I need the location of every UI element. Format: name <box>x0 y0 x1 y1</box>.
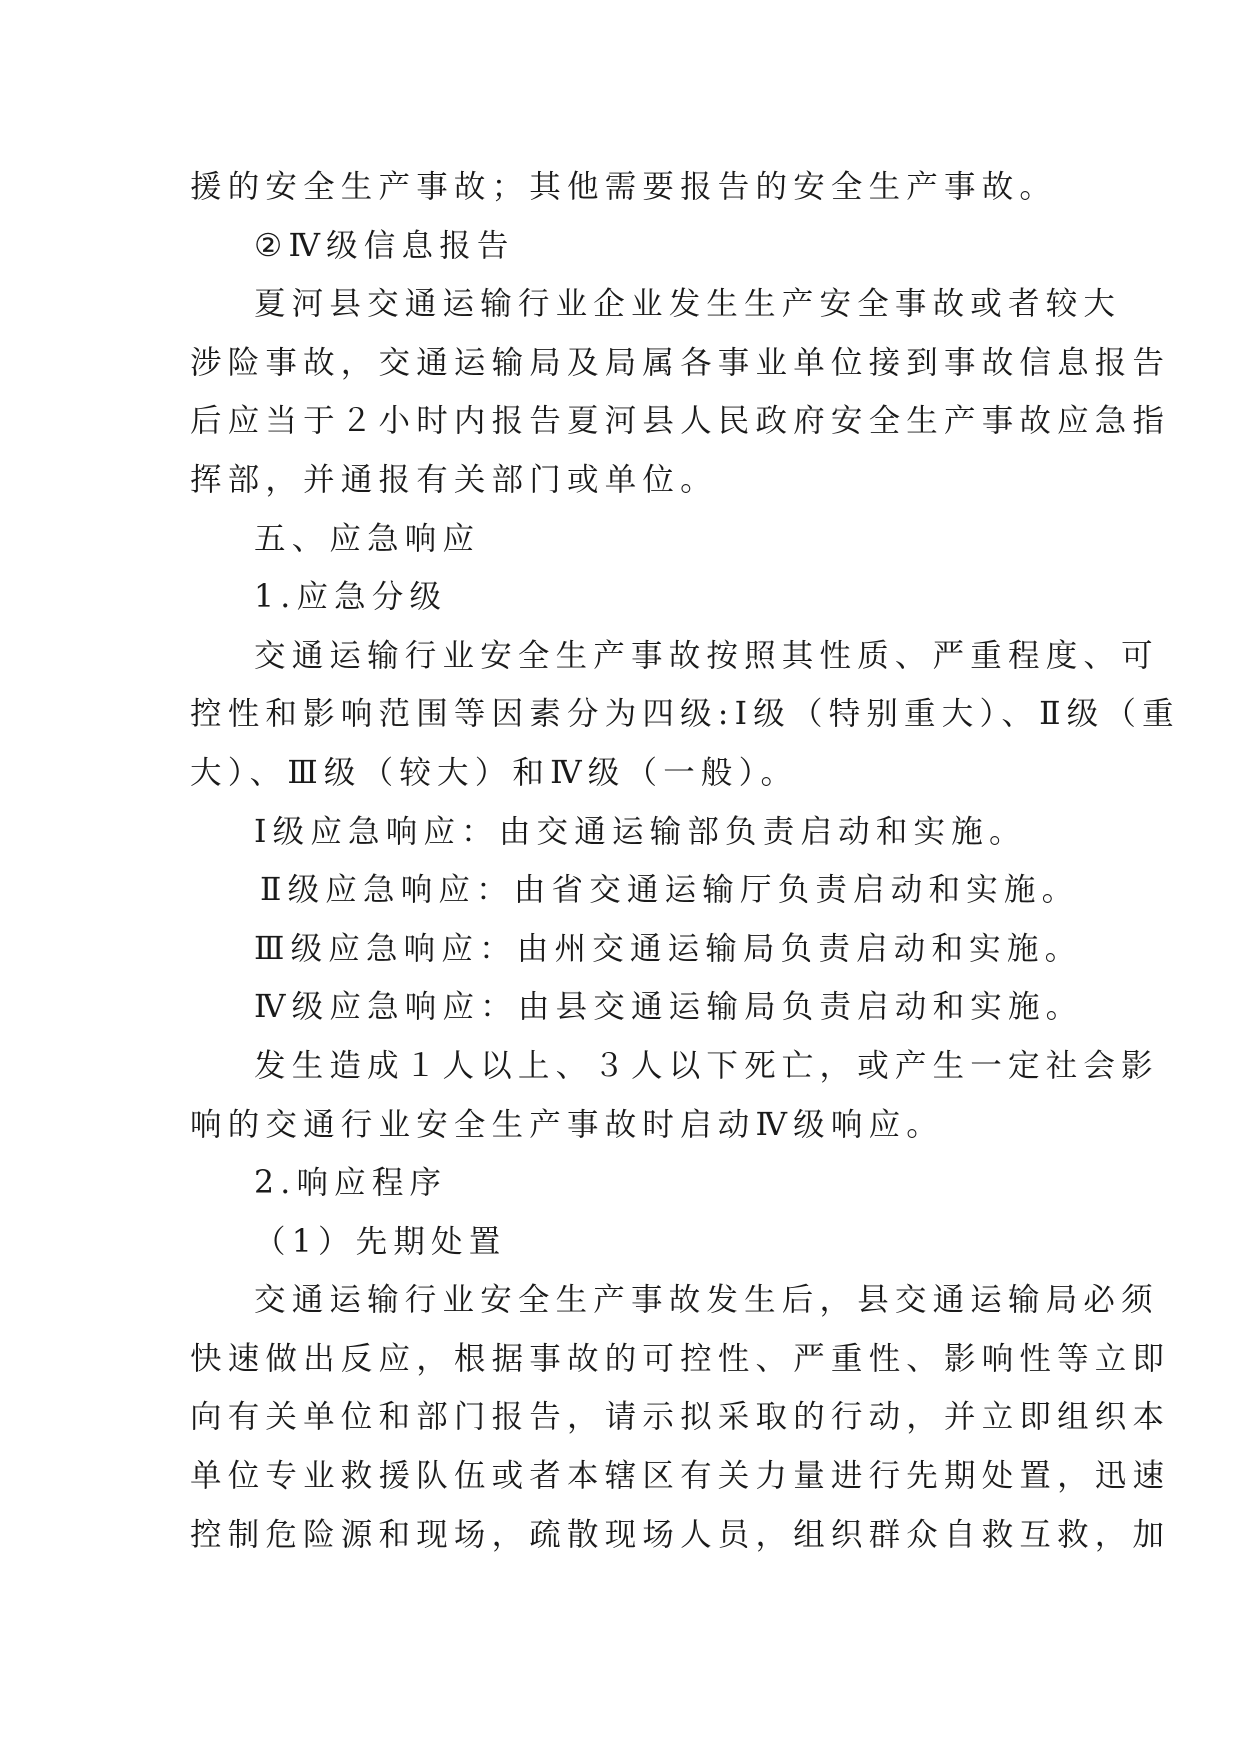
level-2-response-line: Ⅱ级应急响应：由省交通运输厅负责启动和实施。 <box>260 872 1080 909</box>
paragraph-line: 向有关单位和部门报告，请示拟采取的行动，并立即组织本 <box>190 1399 1171 1436</box>
paragraph-line: 挥部，并通报有关部门或单位。 <box>190 461 718 498</box>
subheading-emergency-levels: 1.应急分级 <box>254 579 448 616</box>
paragraph-line: 涉险事故，交通运输局及局属各事业单位接到事故信息报告 <box>190 344 1171 381</box>
paragraph-line: 响的交通行业安全生产事故时启动Ⅳ级响应。 <box>190 1106 944 1143</box>
paragraph-line: 控制危险源和现场，疏散现场人员，组织群众自救互救，加 <box>190 1516 1171 1553</box>
document-body <box>190 158 1180 1564</box>
level-1-response-line: Ⅰ级应急响应：由交通运输部负责启动和实施。 <box>254 813 1027 850</box>
paragraph-line: 交通运输行业安全生产事故发生后，县交通运输局必须 <box>254 1282 1159 1319</box>
paragraph-line: 交通运输行业安全生产事故按照其性质、严重程度、可 <box>254 637 1159 674</box>
paragraph-line: 后应当于２小时内报告夏河县人民政府安全生产事故应急指 <box>190 403 1171 440</box>
paragraph-line: 单位专业救援队伍或者本辖区有关力量进行先期处置，迅速 <box>190 1458 1171 1495</box>
paragraph-line: 大）、Ⅲ级（较大）和Ⅳ级（一般）。 <box>190 754 799 791</box>
section-heading-emergency-response: 五、应急响应 <box>254 520 481 557</box>
paragraph-line: 发生造成１人以上、３人以下死亡，或产生一定社会影 <box>254 1047 1159 1084</box>
paragraph-line: 夏河县交通运输行业企业发生生产安全事故或者较大 <box>254 286 1122 323</box>
level-4-response-line: Ⅳ级应急响应：由县交通运输局负责启动和实施。 <box>254 989 1084 1026</box>
subheading-response-procedure: 2.响应程序 <box>254 1165 448 1202</box>
subheading-initial-handling: （1）先期处置 <box>254 1223 507 1260</box>
level-3-response-line: Ⅲ级应急响应：由州交通运输局负责启动和实施。 <box>254 930 1083 967</box>
paragraph-line: 援的安全生产事故；其他需要报告的安全生产事故。 <box>190 169 1058 205</box>
subheading-level4-report: ②Ⅳ级信息报告 <box>254 227 515 264</box>
paragraph-line: 快速做出反应，根据事故的可控性、严重性、影响性等立即 <box>190 1340 1171 1377</box>
paragraph-line: 控性和影响范围等因素分为四级:Ⅰ级（特别重大）、Ⅱ级（重 <box>190 696 1180 733</box>
